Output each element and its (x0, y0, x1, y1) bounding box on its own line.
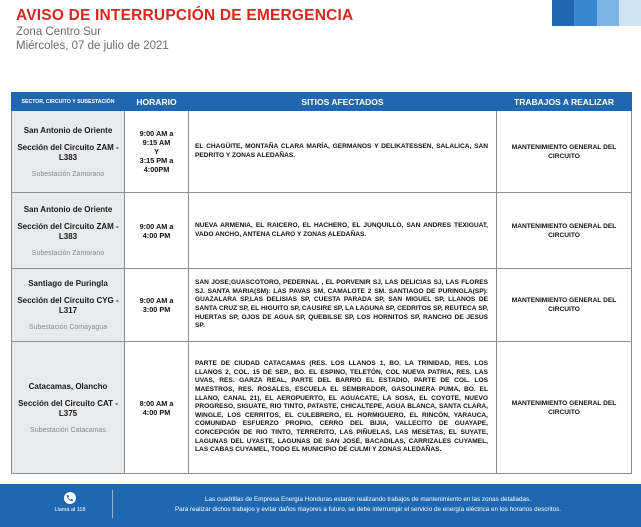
schedule-cell: 9:00 AM a 9:15 AM Y 3:15 PM a 4:00PM (125, 111, 189, 193)
phone-icon (64, 492, 76, 504)
sector-cell (12, 111, 125, 193)
substation-name: Subestación Catacamas (30, 426, 106, 434)
circuit-name: Sección del Circuito CAT - L375 (18, 398, 118, 418)
location-name: Catacamas, Olancho (28, 381, 108, 391)
sites-cell: PARTE DE CIUDAD CATACAMAS (RES. LOS LLANOS 1, BO. LA TRINIDAD, RES. LOS LLANOS 2, COL. 15 DE SEP., BO. EL ESPINO, TELETÓN, COL NUEVA PATRIA, RES. LAS UVAS, RES. GARZA REAL, PARTE DEL BARRIO EL ESTADIO, PARTE DE COL. LOS MAESTROS, RES. ROSALES, ESCUELA EL SEMBRADOR, GASOLINERA PUMA, BO. EL LLANO, CANAL 21), EL AEROPUERTO, EL AGUACATE, LA SOSA, EL COYOTE, NUEVO PROGRESO, SIGUATE, RIO TINTO, PATASTE, CHICALTEPE, AGUA BLANCA, SANTA CLARA, WINGLE, LOS CERRITOS, EL CULEBRERO, EL HORMIGUERO, EL RINCÓN, YARAUCA, COMUNIDAD ESFUERZO PROPIO, CERRO DEL BIJIA, VALLECITO DE GUAYAPE, CONCEPCIÓN DE RIO TINTO, TERRERITO, LAS PIÑUELAS, LAS MESETAS, EL SUYATE, LAGUNAS DEL UYASTE, LAGUNAS DE SAN JOSÉ, BACADILAS, CARRIZALES CUYAMEL, LAS CABAS CUYAMEL, TODO EL MUNICIPIO DE CULMI Y ZONAS ALEDAÑAS. (189, 342, 497, 474)
substation-name: Subestación Zamorano (31, 249, 105, 257)
table-row (12, 342, 632, 474)
notice-header (16, 6, 616, 53)
footer-bar (0, 484, 641, 527)
phone-contact[interactable] (40, 492, 100, 513)
table-row (12, 269, 632, 342)
substation-name: Subestación Comayagua (28, 324, 108, 331)
col-header-sector: SECTOR, CIRCUITO Y SUBESTACIÓN (12, 93, 125, 111)
sites-cell: SAN JOSE;GUASCOTORO, PEDERNAL , EL PORVENIR SJ, LAS DELICIAS SJ, LAS FLORES SJ. SANTA MARIA(SM): LAS PAVAS SM, CAMALOTE 2 SM. SANTIAGO DE PURINGLA(SP): GUAZALARA SP,LAS DELISIAS SP, CUESTA PARADA SP, SAN MIGUEL SP, LLANOS DE SANTA CRUZ SP, EL HIGUITO SP, CAUSIRE SP, LA LAGUNA SP, CEDRITOS SP, REUTECA SP, HUERTAS SP, OJOS DE AGUA SP, QUEBILSE SP, LOS HORNITOS SP, RANCHO DE JESUS SP. (189, 269, 497, 342)
circuit-name: Sección del Circuito ZAM - L383 (17, 142, 119, 162)
sites-cell: NUEVA ARMENIA, EL RAICERO, EL HACHERO, EL JUNQUILLO, SAN ANDRES TEXIGUAT, VADO ANCHO, ANTENA CLARO Y ZONAS ALEDAÑAS. (189, 193, 497, 269)
footer-note-line-1: Las cuadrillas de Empresa Energía Honduras estarán realizando trabajos de mantenimiento en las zonas detalladas. (205, 496, 531, 503)
work-cell: MANTENIMIENTO GENERAL DEL CIRCUITO (497, 269, 632, 342)
sector-cell (12, 342, 125, 474)
col-header-horario: HORARIO (125, 93, 189, 111)
work-cell: MANTENIMIENTO GENERAL DEL CIRCUITO (497, 111, 632, 193)
substation-name: Subestación Zamorano (31, 170, 105, 178)
work-cell: MANTENIMIENTO GENERAL DEL CIRCUITO (497, 342, 632, 474)
interruptions-table (11, 92, 632, 474)
schedule-cell: 9:00 AM a 4:00 PM (125, 193, 189, 269)
accent-seg-4 (619, 0, 641, 26)
location-name: San Antonio de Oriente (23, 204, 113, 214)
sector-cell (12, 193, 125, 269)
schedule-cell: 8:00 AM a 4:00 PM (125, 342, 189, 474)
sector-cell (12, 269, 125, 342)
location-name: San Antonio de Oriente (23, 125, 113, 135)
table-header-row (12, 93, 632, 111)
col-header-trabajos: TRABAJOS A REALIZAR (497, 93, 632, 111)
circuit-name: Sección del Circuito ZAM - L383 (17, 221, 119, 241)
zone-label: Zona Centro Sur (16, 26, 102, 38)
phone-label: Llamá al 118 (54, 507, 86, 513)
table-row (12, 193, 632, 269)
sites-cell: EL CHAGÜITE, MONTAÑA CLARA MARÍA, GERMANOS Y DELIKATESSEN, SALALICA, SAN PEDRITO Y ZONAS ALEDAÑAS. (189, 111, 497, 193)
table-row (12, 111, 632, 193)
location-name: Santiago de Puringla (28, 279, 108, 288)
circuit-name: Sección del Circuito CYG - L317 (17, 296, 119, 315)
col-header-sitios: SITIOS AFECTADOS (189, 93, 497, 111)
schedule-cell: 9:00 AM a 3:00 PM (125, 269, 189, 342)
footer-note-line-2: Para realizar dichos trabajos y evitar daños mayores a futuro, se debe interrumpir el servicio de energía eléctrica en los horarios descritos. (174, 506, 562, 513)
work-cell: MANTENIMIENTO GENERAL DEL CIRCUITO (497, 193, 632, 269)
footer-note (118, 495, 618, 515)
footer-divider (112, 490, 113, 518)
date-label: Miércoles, 07 de julio de 2021 (16, 40, 169, 52)
page-title: AVISO DE INTERRUPCIÓN DE EMERGENCIA (16, 7, 354, 24)
